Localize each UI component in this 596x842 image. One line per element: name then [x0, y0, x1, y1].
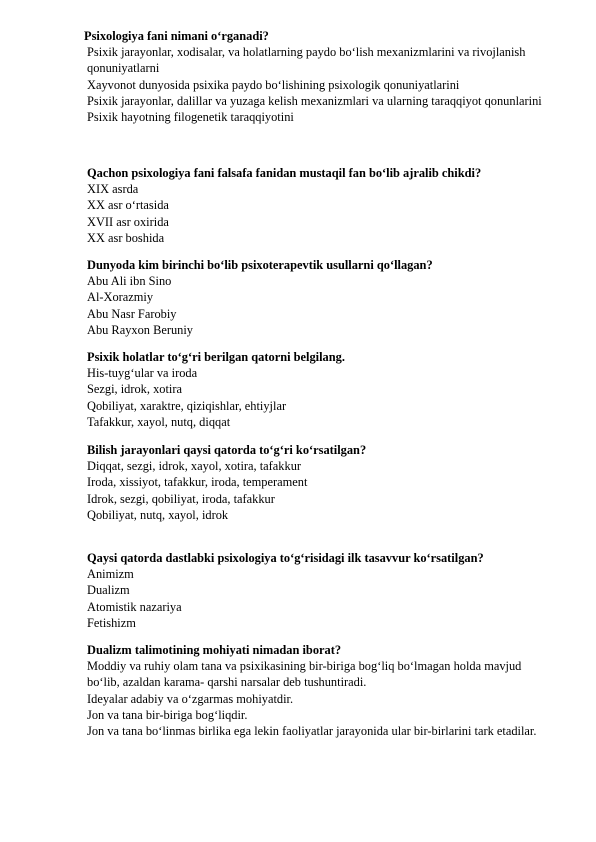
question-block-2 [87, 165, 557, 246]
answer-option: Psixik hayotning filogenetik taraqqiyotini [87, 110, 294, 125]
answer-option: XVII asr oxirida [87, 214, 169, 229]
answer-option: Sezgi, idrok, xotira [87, 382, 182, 397]
answer-option: XIX asrda [87, 182, 139, 197]
answer-option: Moddiy va ruhiy olam tana va psixikasining bir-biriga bog‘liq bo‘lmagan holda mavjud bo‘lib, azaldan karama- qarshi narsalar deb tushuntiradi. [87, 659, 522, 690]
question-block-4 [87, 349, 557, 430]
answer-option: Qobiliyat, nutq, xayol, idrok [87, 507, 229, 522]
question-block-6 [87, 550, 557, 631]
question-block-5 [87, 442, 557, 523]
answer-option: Psixik jarayonlar, dalillar va yuzaga kelish mexanizmlari va ularning taraqqiyot qonunlarini [87, 93, 542, 108]
answer-option: Idrok, sezgi, qobiliyat, iroda, tafakkur [87, 491, 275, 506]
question-title: Psixologiya fani nimani o‘rganadi? [84, 29, 269, 43]
question-block-7 [87, 642, 557, 739]
answer-option: Abu Ali ibn Sino [87, 274, 172, 289]
answer-option: Ideyalar adabiy va o‘zgarmas mohiyatdir. [87, 691, 294, 706]
answer-option: Dualizm [87, 583, 130, 598]
question-title: Qachon psixologiya fani falsafa fanidan mustaqil fan bo‘lib ajralib chikdi? [87, 166, 482, 180]
answer-option: Atomistik nazariya [87, 599, 182, 614]
answer-option: Iroda, xissiyot, tafakkur, iroda, temperament [87, 475, 308, 490]
question-title: Psixik holatlar to‘g‘ri berilgan qatorni belgilang. [87, 350, 345, 364]
answer-option: Diqqat, sezgi, idrok, xayol, xotira, tafakkur [87, 459, 302, 474]
answer-option: Fetishizm [87, 615, 136, 630]
answer-option: Abu Rayxon Beruniy [87, 322, 193, 337]
answer-option: XX asr o‘rtasida [87, 198, 169, 213]
question-title: Dunyoda kim birinchi bo‘lib psixoterapevtik usullarni qo‘llagan? [87, 258, 433, 272]
question-title: Dualizm talimotining mohiyati nimadan iborat? [87, 643, 342, 657]
answer-option: Al-Xorazmiy [87, 290, 154, 305]
answer-option: Tafakkur, xayol, nutq, diqqat [87, 414, 231, 429]
question-title: Bilish jarayonlari qaysi qatorda to‘g‘ri ko‘rsatilgan? [87, 443, 367, 457]
answer-option: XX asr boshida [87, 230, 165, 245]
question-title: Qaysi qatorda dastlabki psixologiya to‘g‘risidagi ilk tasavvur ko‘rsatilgan? [87, 551, 484, 565]
answer-option: Jon va tana bir-biriga bog‘liqdir. [87, 707, 248, 722]
answer-option: Abu Nasr Farobiy [87, 306, 177, 321]
question-block-1 [84, 28, 557, 125]
answer-option: His-tuyg‘ular va iroda [87, 366, 198, 381]
answer-option: Animizm [87, 567, 134, 582]
answer-option: Qobiliyat, xaraktre, qiziqishlar, ehtiyjlar [87, 398, 287, 413]
answer-option: Xayvonot dunyosida psixika paydo bo‘lishining psixologik qonuniyatlarini [87, 77, 460, 92]
answer-option: Jon va tana bo‘linmas birlika ega lekin faoliyatlar jarayonida ular bir-birlarini tark etadilar. [87, 724, 537, 739]
answer-option: Psixik jarayonlar, xodisalar, va holatlarning paydo bo‘lish mexanizmlarini va rivojlanish qonuniyatlarni [87, 45, 526, 76]
question-block-3 [87, 257, 557, 338]
